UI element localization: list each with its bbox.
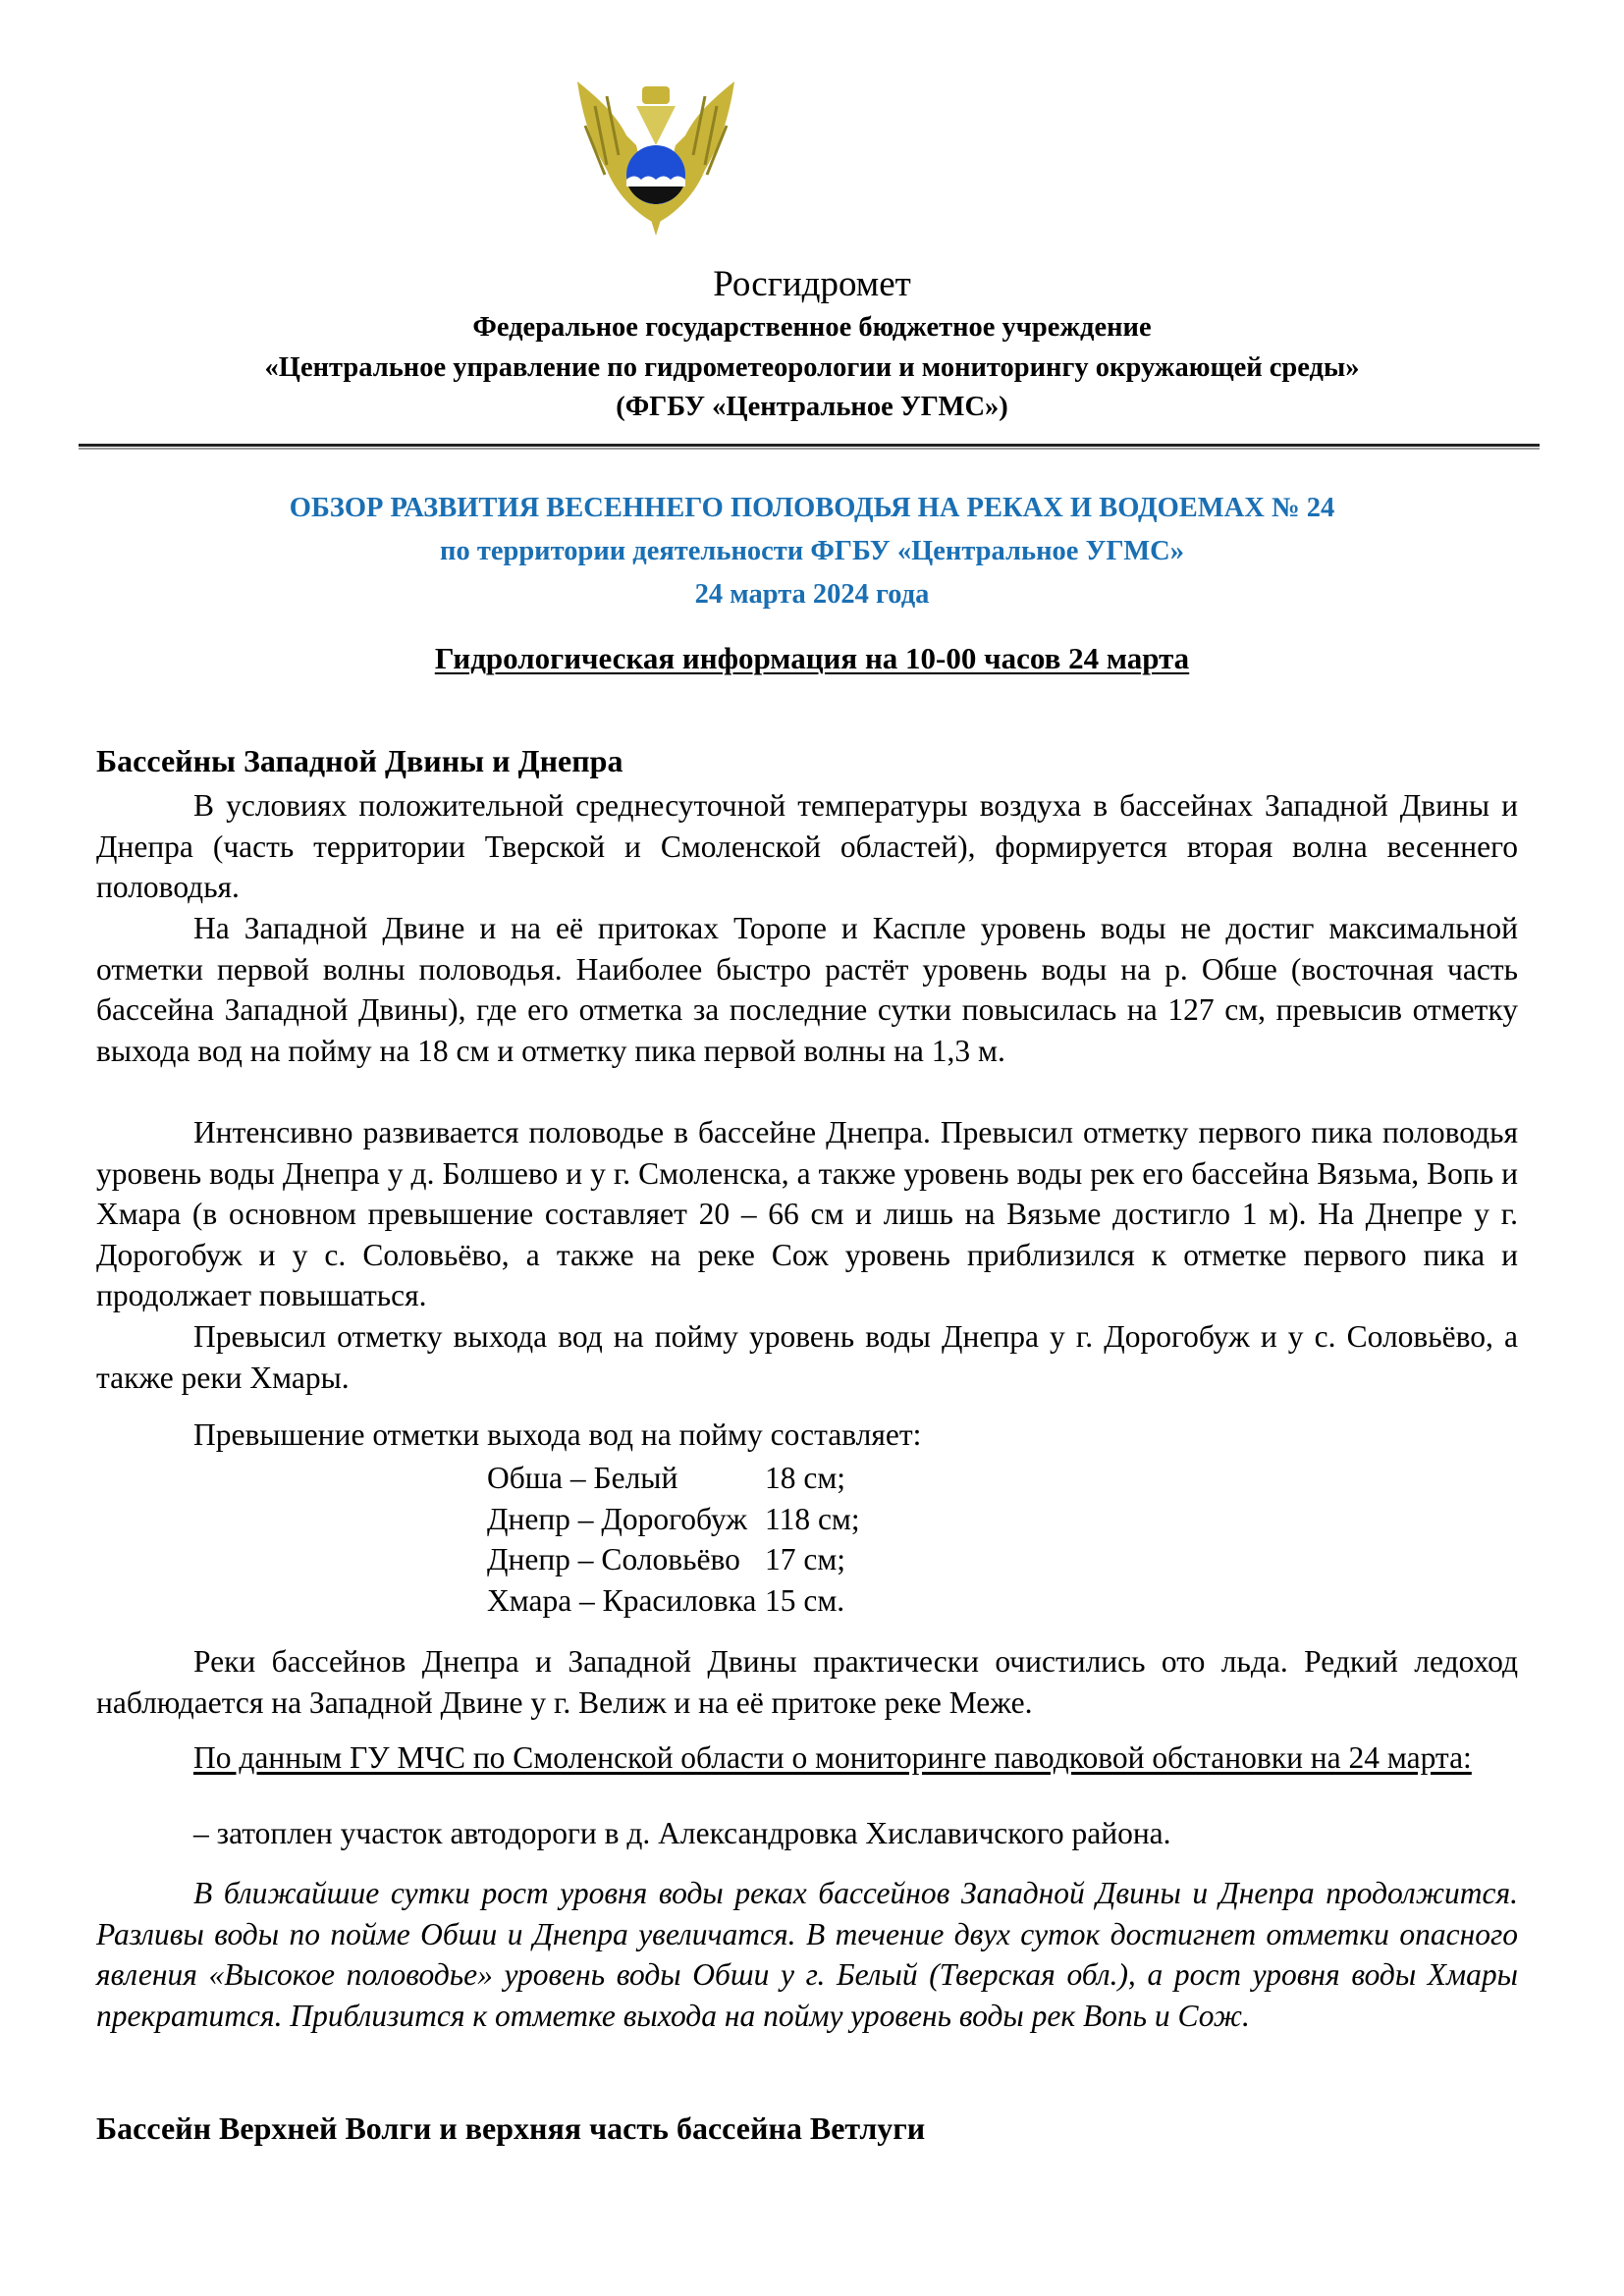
station: Обша – Белый [487,1461,678,1495]
paragraph: На Западной Двине и на её притоках Торопе и Каспле уровень воды не достиг максимальной отметки первой волны половодья. Наиболее быстро растёт уровень воды на р. Обше (восточная часть бассейна Западной Двины), где его отметка за последние сутки повысилась на 127 см, превысив отметку выхода вод на пойму на 18 см и отметку пика первой волны на 1,3 м. [96,911,1518,1068]
paragraph: Превысил отметку выхода вод на пойму уровень воды Днепра у г. Дорогобуж и у с. Соловьёво, а также реки Хмары. [96,1319,1518,1395]
floodplain-exceedance-table [487,1458,860,1621]
value: 15 см. [765,1582,845,1618]
table-row [487,1499,860,1540]
hydro-info-heading [0,641,1624,676]
eagle-emblem-icon [577,77,734,239]
header-divider [79,444,1540,447]
report-title: ОБЗОР РАЗВИТИЯ ВЕСЕННЕГО ПОЛОВОДЬЯ НА РЕКАХ И ВОДОЕМАХ № 24 [289,493,1335,523]
mchs-note-title: По данным ГУ МЧС по Смоленской области о мониторинге паводковой обстановки на 24 марта: [193,1740,1472,1775]
org-short-name: Росгидромет [713,264,911,304]
header-divider-shadow [79,448,1540,450]
hydro-info-text: Гидрологическая информация на 10-00 часов 24 марта [434,641,1190,675]
section-heading-dvina-dnepr: Бассейны Западной Двины и Днепра [96,743,623,778]
paragraph: В условиях положительной среднесуточной температуры воздуха в бассейнах Западной Двины и Днепра (часть территории Тверской и Смоленской областей), формируется вторая волна весеннего половодья. [96,788,1518,904]
station: Днепр – Соловьёво [487,1542,740,1576]
report-date: 24 марта 2024 года [694,579,930,610]
station: Хмара – Красиловка [487,1582,757,1618]
section-heading-volga-vetluga: Бассейн Верхней Волги и верхняя часть бассейна Ветлуги [96,2110,926,2146]
table-row [487,1539,860,1580]
station: Днепр – Дорогобуж [487,1501,747,1536]
org-line-3: (ФГБУ «Центральное УГМС») [616,392,1008,422]
table-row [487,1458,860,1499]
org-line-1: Федеральное государственное бюджетное учреждение [472,312,1152,343]
table-row [487,1580,860,1622]
value: 18 см; [765,1461,846,1495]
report-subtitle: по территории деятельности ФГБУ «Центральное УГМС» [440,536,1184,566]
org-line-2: «Центральное управление по гидрометеорологии и мониторингу окружающей среды» [264,352,1360,383]
table-intro: Превышение отметки выхода вод на пойму составляет: [193,1417,922,1452]
forecast-paragraph: В ближайшие сутки рост уровня воды реках бассейнов Западной Двины и Днепра продолжится. Разливы воды по пойме Обши и Днепра увеличатся. В течение двух суток достигнет отметки опасного явления «Высокое половодье» уровень воды Обши у г. Белый (Тверская обл.), а рост уровня воды Хмары прекратится. Приблизится к отметке выхода на пойму уровень воды рек Вопь и Сож. [96,1876,1518,2033]
mchs-note-item: – затоплен участок автодороги в д. Александровка Хиславичского района. [193,1816,1171,1850]
paragraph: Реки бассейнов Днепра и Западной Двины практически очистились ото льда. Редкий ледоход наблюдается на Западной Двине у г. Велиж и на её притоке реке Меже. [96,1644,1518,1720]
value: 17 см; [765,1542,846,1576]
value: 118 см; [765,1501,860,1536]
paragraph: Интенсивно развивается половодье в бассейне Днепра. Превысил отметку первого пика половодья уровень воды Днепра у д. Болшево и у г. Смоленска, а также уровень воды рек его бассейна Вязьма, Вопь и Хмара (в основном превышение составляет 20 – 66 см и лишь на Вязьме достигло 1 м). На Днепре у г. Дорогобуж и у с. Соловьёво, а также на реке Сож уровень приблизился к отметке первого пика и продолжает повышаться. [96,1115,1518,1312]
